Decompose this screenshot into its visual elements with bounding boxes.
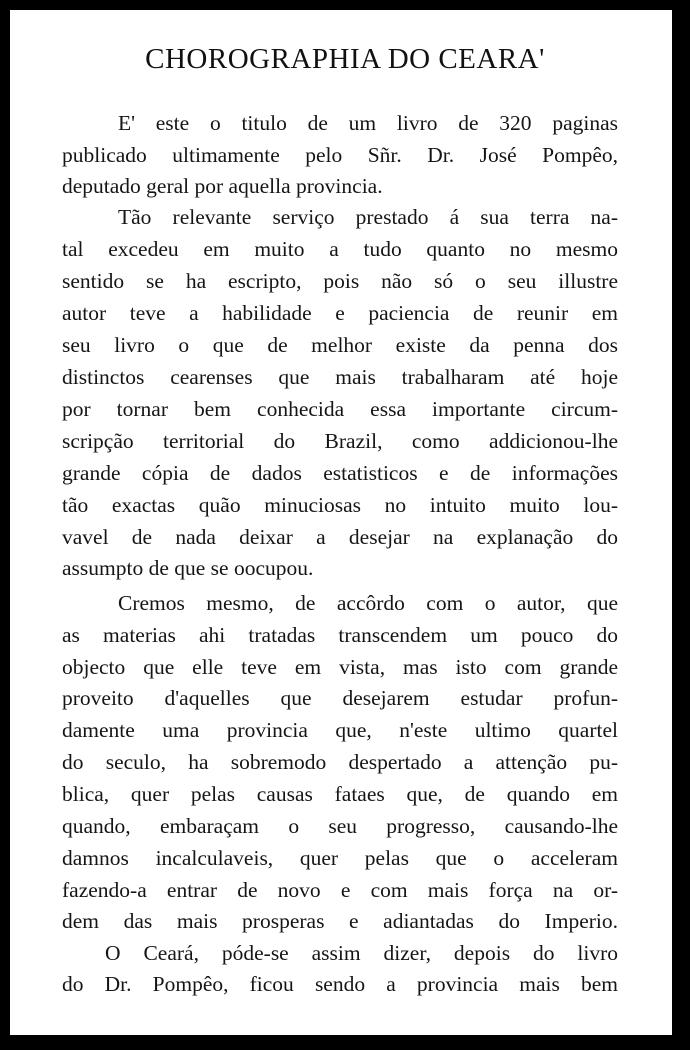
text-line: do Dr. Pompêo, ficou sendo a provincia mais bem	[62, 972, 618, 996]
text-line: damnos incalculaveis, quer pelas que o acceleram	[62, 846, 618, 870]
text-line: as materias ahi tratadas transcendem um pouco do	[62, 623, 618, 647]
text-line: autor teve a habilidade e paciencia de reunir em	[62, 301, 618, 325]
text-line: blica, quer pelas causas fataes que, de quando em	[62, 782, 618, 806]
text-line: scripção territorial do Brazil, como addicionou-lhe	[62, 429, 618, 453]
text-line: distinctos cearenses que mais trabalharam até hoje	[62, 365, 618, 389]
text-line: proveito d'aquelles que desejarem estudar profun-	[62, 686, 618, 710]
text-line: vavel de nada deixar a desejar na explanação do	[62, 525, 618, 549]
text-line: Tão relevante serviço prestado á sua terra na-	[118, 205, 618, 229]
text-line: assumpto de que se oocupou.	[62, 556, 314, 580]
page-title: CHOROGRAPHIA DO CEARA'	[145, 43, 545, 75]
text-line: publicado ultimamente pelo Sñr. Dr. José Pompêo,	[62, 143, 618, 167]
text-line: quando, embaraçam o seu progresso, causando-lhe	[62, 814, 618, 838]
text-line: do seculo, ha sobremodo despertado a attenção pu-	[62, 750, 618, 774]
text-line: seu livro o que de melhor existe da penna dos	[62, 333, 618, 357]
text-line: deputado geral por aquella provincia.	[62, 174, 383, 198]
text-line: fazendo-a entrar de novo e com mais força na or-	[62, 878, 618, 902]
text-line: dem das mais prosperas e adiantadas do Imperio.	[62, 909, 618, 933]
text-line: sentido se ha escripto, pois não só o seu illustre	[62, 269, 618, 293]
text-line: damente uma provincia que, n'este ultimo quartel	[62, 718, 618, 742]
text-line: Cremos mesmo, de accôrdo com o autor, que	[118, 591, 618, 615]
text-line: grande cópia de dados estatisticos e de informações	[62, 461, 618, 485]
text-line: tão exactas quão minuciosas no intuito muito lou-	[62, 493, 618, 517]
text-line: objecto que elle teve em vista, mas isto com grande	[62, 655, 618, 679]
page	[10, 10, 672, 1035]
text-line: por tornar bem conhecida essa importante circum-	[62, 397, 618, 421]
text-line: tal excedeu em muito a tudo quanto no mesmo	[62, 237, 618, 261]
text-line: E' este o titulo de um livro de 320 paginas	[118, 111, 618, 135]
text-line: O Ceará, póde-se assim dizer, depois do livro	[105, 941, 618, 965]
